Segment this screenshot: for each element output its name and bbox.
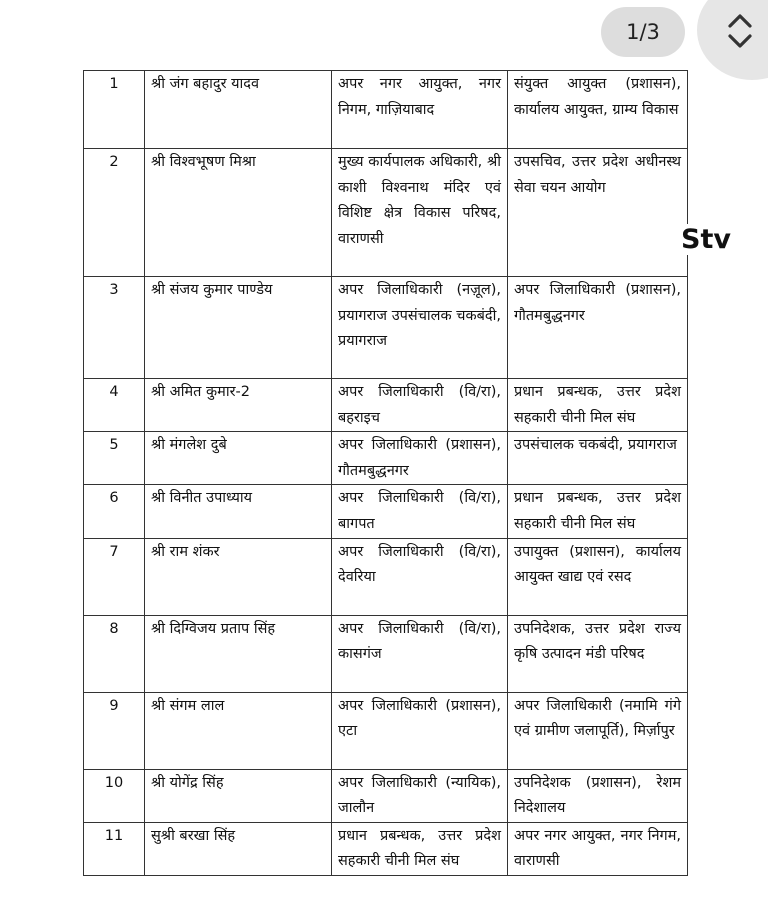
officer-name [145, 485, 332, 538]
cell-current: अपर जिलाधिकारी (वि/रा), बहराइच [338, 384, 501, 426]
cell-sn: 10 [104, 774, 124, 791]
cell-new: उपनिदेशक (प्रशासन), रेशम निदेशालय [514, 774, 681, 817]
table-row [84, 71, 688, 149]
cell-current: अपर जिलाधिकारी (वि/रा), कासगंज [338, 620, 501, 663]
table-row [84, 615, 688, 692]
watermark-logo: Stv [678, 224, 734, 255]
cell-sn: 8 [109, 620, 119, 637]
serial-number [84, 432, 145, 485]
cell-new: उपसचिव, उत्तर प्रदेश अधीनस्थ सेवा चयन आयोग [514, 154, 681, 196]
officer-name [145, 277, 332, 379]
current-posting [332, 769, 508, 822]
current-posting [332, 71, 508, 149]
serial-number [84, 71, 145, 149]
officer-name [145, 149, 332, 277]
serial-number [84, 822, 145, 875]
new-posting [508, 379, 688, 432]
cell-current: अपर जिलाधिकारी (प्रशासन), एटा [338, 697, 501, 740]
cell-sn: 9 [109, 697, 119, 714]
cell-new: प्रधान प्रबन्धक, उत्तर प्रदेश सहकारी चीनी मिल संघ [514, 384, 681, 426]
serial-number [84, 149, 145, 277]
cell-sn: 1 [109, 76, 119, 92]
table-row [84, 692, 688, 769]
officer-name [145, 692, 332, 769]
current-posting [332, 277, 508, 379]
transfer-table [83, 70, 688, 876]
cell-sn: 6 [109, 490, 119, 507]
current-posting [332, 615, 508, 692]
officer-name [145, 769, 332, 822]
new-posting [508, 432, 688, 485]
officer-name [145, 822, 332, 875]
cell-sn: 5 [109, 437, 119, 454]
serial-number [84, 485, 145, 538]
cell-name: श्री विनीत उपाध्याय [151, 490, 253, 507]
cell-sn: 4 [109, 384, 119, 400]
cell-new: उपनिदेशक, उत्तर प्रदेश राज्य कृषि उत्पादन मंडी परिषद [514, 620, 681, 663]
cell-name: श्री योगेंद्र सिंह [151, 774, 224, 791]
table-row [84, 822, 688, 875]
table-row [84, 432, 688, 485]
cell-current: अपर जिलाधिकारी (वि/रा), देवरिया [338, 543, 501, 586]
cell-sn: 2 [109, 154, 119, 170]
cell-name: सुश्री बरखा सिंह [151, 827, 236, 844]
serial-number [84, 615, 145, 692]
table-row [84, 485, 688, 538]
officer-name [145, 432, 332, 485]
cell-name: श्री दिग्विजय प्रताप सिंह [151, 620, 276, 637]
cell-name: श्री मंगलेश दुबे [151, 437, 227, 454]
new-posting [508, 769, 688, 822]
cell-name: श्री अमित कुमार-2 [151, 384, 250, 400]
cell-current: अपर जिलाधिकारी (वि/रा), बागपत [338, 490, 501, 532]
table-row [84, 277, 688, 379]
cell-new: प्रधान प्रबन्धक, उत्तर प्रदेश सहकारी चीनी मिल संघ [514, 490, 681, 532]
new-posting [508, 615, 688, 692]
current-posting [332, 149, 508, 277]
new-posting [508, 277, 688, 379]
serial-number [84, 769, 145, 822]
officer-name [145, 379, 332, 432]
cell-new: संयुक्त आयुक्त (प्रशासन), कार्यालय आयुक्त, ग्राम्य विकास [514, 76, 681, 118]
cell-new: अपर जिलाधिकारी (प्रशासन), गौतमबुद्धनगर [514, 282, 681, 324]
table-row [84, 538, 688, 615]
cell-sn: 7 [109, 543, 119, 560]
new-posting [508, 149, 688, 277]
current-posting [332, 538, 508, 615]
new-posting [508, 692, 688, 769]
cell-name: श्री विश्वभूषण मिश्रा [151, 154, 256, 170]
chevron-up-down-icon [727, 11, 753, 51]
cell-name: श्री जंग बहादुर यादव [151, 76, 260, 92]
page-nav-button[interactable] [697, 0, 768, 80]
cell-current: प्रधान प्रबन्धक, उत्तर प्रदेश सहकारी चीनी मिल संघ [338, 827, 501, 870]
table-row [84, 769, 688, 822]
officer-name [145, 71, 332, 149]
current-posting [332, 485, 508, 538]
cell-current: अपर जिलाधिकारी (नज़ूल), प्रयागराज उपसंचालक चकबंदी, प्रयागराज [338, 282, 501, 350]
cell-current: अपर जिलाधिकारी (न्यायिक), जालौन [338, 774, 501, 817]
cell-name: श्री राम शंकर [151, 543, 220, 560]
new-posting [508, 822, 688, 875]
cell-name: श्री संगम लाल [151, 697, 225, 714]
cell-new: उपायुक्त (प्रशासन), कार्यालय आयुक्त खाद्य एवं रसद [514, 543, 681, 586]
cell-name: श्री संजय कुमार पाण्डेय [151, 282, 273, 298]
cell-sn: 3 [109, 282, 119, 298]
current-posting [332, 692, 508, 769]
serial-number [84, 692, 145, 769]
cell-current: अपर नगर आयुक्त, नगर निगम, गाज़ियाबाद [338, 76, 501, 118]
current-posting [332, 379, 508, 432]
cell-new: अपर नगर आयुक्त, नगर निगम, वाराणसी [514, 827, 681, 870]
cell-sn: 11 [104, 827, 124, 844]
cell-new: अपर जिलाधिकारी (नमामि गंगे एवं ग्रामीण जलापूर्ति), मिर्ज़ापुर [514, 697, 681, 740]
cell-current: मुख्य कार्यपालक अधिकारी, श्री काशी विश्वनाथ मंदिर एवं विशिष्ट क्षेत्र विकास परिषद, वाराणसी [338, 154, 501, 247]
page-indicator: 1/3 [601, 7, 685, 57]
cell-current: अपर जिलाधिकारी (प्रशासन), गौतमबुद्धनगर [338, 437, 501, 479]
current-posting [332, 822, 508, 875]
new-posting [508, 485, 688, 538]
cell-new: उपसंचालक चकबंदी, प्रयागराज [514, 437, 677, 454]
officer-name [145, 538, 332, 615]
new-posting [508, 538, 688, 615]
serial-number [84, 277, 145, 379]
table-row [84, 379, 688, 432]
current-posting [332, 432, 508, 485]
table-row [84, 149, 688, 277]
serial-number [84, 538, 145, 615]
serial-number [84, 379, 145, 432]
new-posting [508, 71, 688, 149]
officer-name [145, 615, 332, 692]
